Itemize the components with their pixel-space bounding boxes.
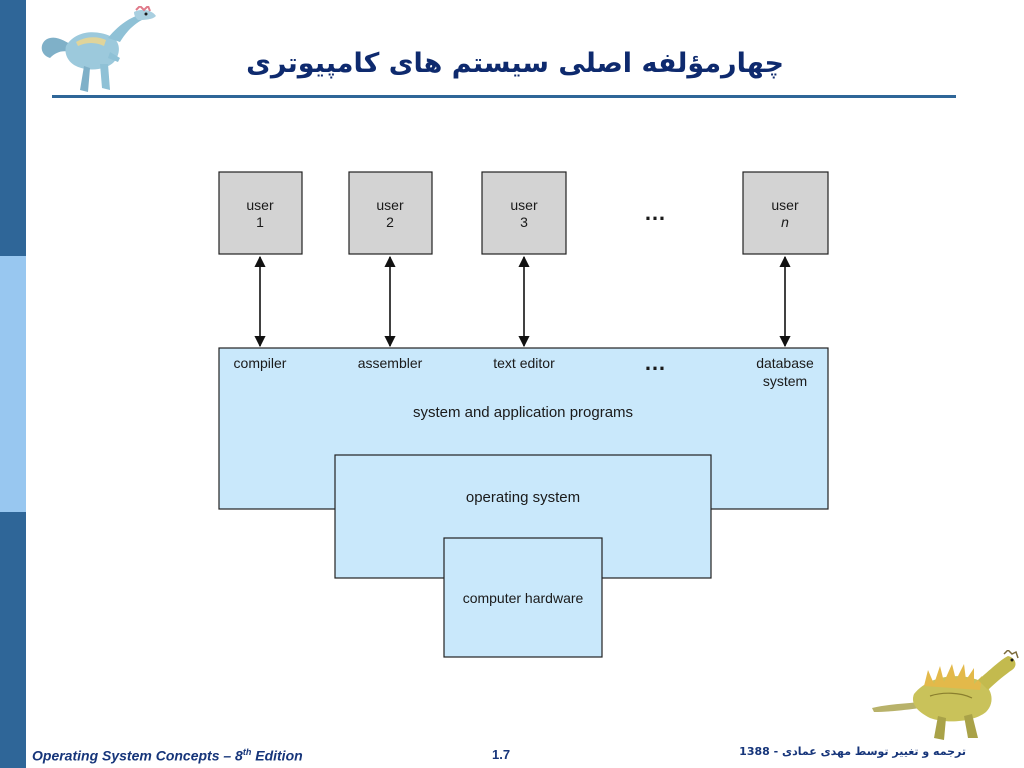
user-box-3-label: user [510, 197, 538, 213]
program-compiler: compiler [233, 355, 287, 371]
program-text-editor: text editor [493, 355, 555, 371]
user-box-2 [349, 172, 432, 254]
footer-book-suffix: Edition [251, 747, 303, 764]
footer-book-title [32, 747, 303, 764]
slide-title: چهارمؤلفه اصلی سیستم های کامپیوتری [246, 48, 784, 79]
hardware-layer-label: computer hardware [462, 590, 584, 606]
user-box-2-number: 2 [386, 214, 394, 230]
footer-book-superscript: th [242, 747, 252, 757]
user-box-1-number: 1 [256, 214, 264, 230]
user-box-3-number: 3 [520, 214, 528, 230]
os-layer-label: operating system [465, 489, 581, 506]
application-layer-label: system and application programs [412, 404, 634, 421]
footer-book-prefix: Operating System Concepts – 8 [32, 747, 243, 764]
program-assembler: assembler [357, 355, 423, 371]
page-number: 1.7 [492, 747, 511, 762]
program-database-system: system [762, 373, 808, 389]
user-box-n-label: user [771, 197, 799, 213]
programs-ellipsis: … [644, 350, 666, 375]
dinosaur-illustration-icon [868, 650, 1020, 742]
user-box-1 [219, 172, 302, 254]
user-box-3 [482, 172, 566, 254]
user-box-2-label: user [376, 197, 404, 213]
footer-credit: ترجمه و تغییر توسط مهدی عمادی - 1388 [739, 745, 966, 758]
user-box-n-number: n [781, 214, 789, 230]
user-box-1-label: user [246, 197, 274, 213]
program-database: database [756, 355, 814, 371]
users-ellipsis: … [644, 200, 666, 225]
user-box-n [743, 172, 828, 254]
